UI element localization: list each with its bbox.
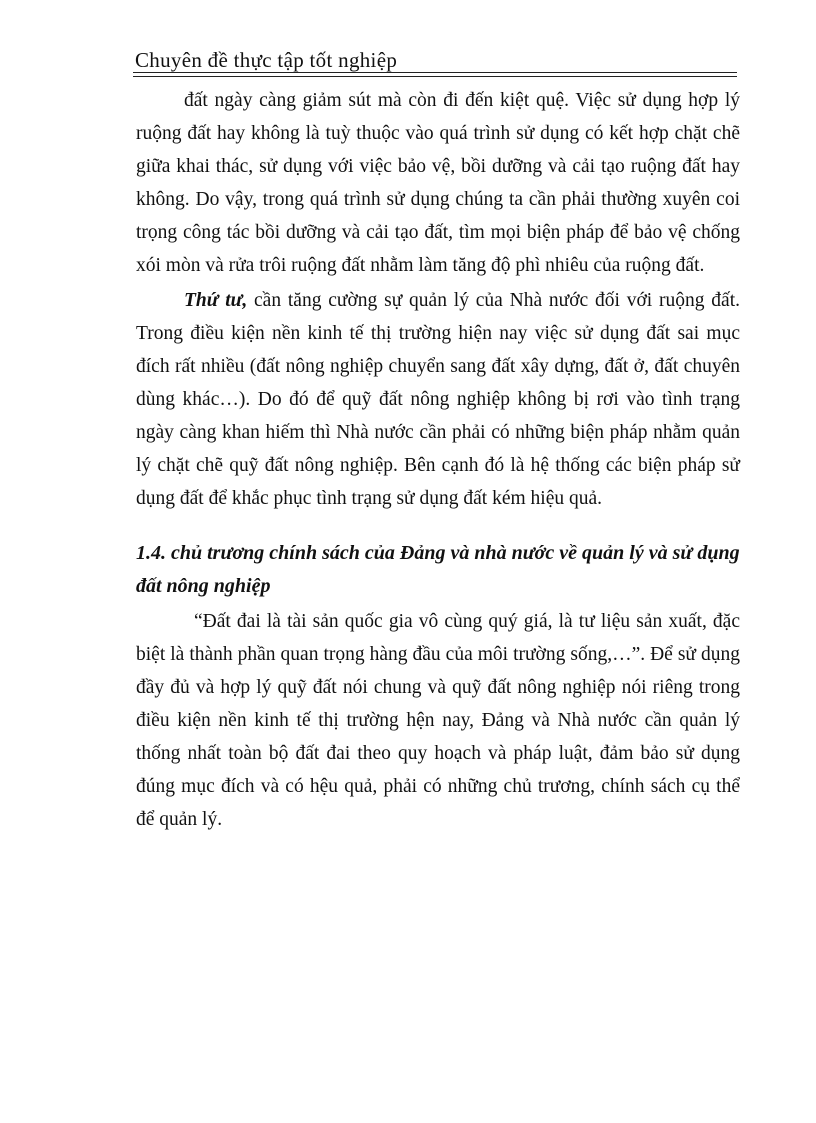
paragraph-lead-phrase: Thứ tư, (184, 290, 248, 311)
paragraph-policy-quote: “Đất đai là tài sản quốc gia vô cùng quý giá, là tư liệu sản xuất, đặc biệt là thành phần quan trọng hàng đầu của môi trường sống,…”. Để sử dụng đầy đủ và hợp lý quỹ đất nói chung và quỹ đất nông nghiệp nói riêng trong điều kiện nền kinh tế thị trường hện nay, Đảng và Nhà nước cần quản lý thống nhất toàn bộ đất đai theo quy hoạch và pháp luật, đảm bảo sử dụng đúng mục đích và có hệu quả, phải có những chủ trương, chính sách cụ thể để quản lý. (136, 611, 740, 830)
section-heading-1-4: 1.4. chủ trương chính sách của Đảng và nhà nước về quản lý và sử dụng đất nông nghiệp (136, 542, 740, 597)
page-header-title: Chuyên đề thực tập tốt nghiệp (135, 48, 398, 72)
document-body (136, 84, 740, 836)
paragraph-state-management-text: cần tăng cường sự quản lý của Nhà nước đối với ruộng đất. Trong điều kiện nền kinh tế thị trường hiện nay việc sử dụng đất sai mục đích rất nhiều (đất nông nghiệp chuyển sang đất xây dựng, đất ở, đất chuyên dùng khác…). Do đó để quỹ đất nông nghiệp không bị rơi vào tình trạng ngày càng khan hiếm thì Nhà nước cần phải có những biện pháp nhằm quản lý chặt chẽ quỹ đất nông nghiệp. Bên cạnh đó là hệ thống các biện pháp sử dụng đất để khắc phục tình trạng sử dụng đất kém hiệu quả. (136, 290, 740, 509)
header-double-rule (133, 72, 737, 77)
paragraph-state-management (136, 284, 740, 515)
paragraph-soil-improvement: đất ngày càng giảm sút mà còn đi đến kiệt quệ. Việc sử dụng hợp lý ruộng đất hay không là tuỳ thuộc vào quá trình sử dụng có kết hợp chặt chẽ giữa khai thác, sử dụng với việc bảo vệ, bồi dưỡng và cải tạo ruộng đất hay không. Do vậy, trong quá trình sử dụng chúng ta cần phải thường xuyên coi trọng công tác bồi dưỡng và cải tạo đất, tìm mọi biện pháp để bảo vệ chống xói mòn và rửa trôi ruộng đất nhằm làm tăng độ phì nhiêu của ruộng đất. (136, 90, 740, 276)
